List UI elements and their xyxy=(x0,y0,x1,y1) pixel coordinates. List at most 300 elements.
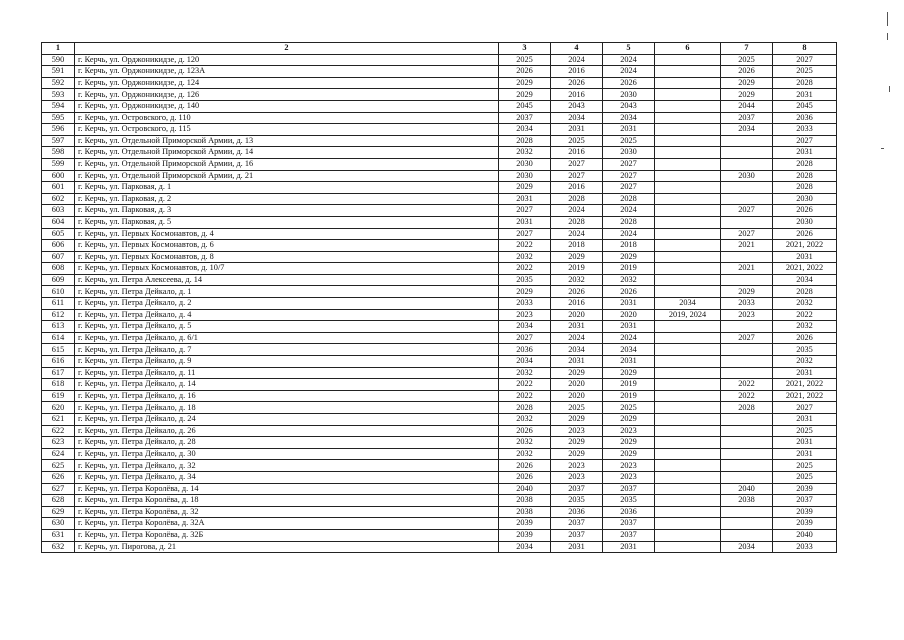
table-row xyxy=(42,298,837,310)
table-row xyxy=(42,228,837,240)
table-row xyxy=(42,402,837,414)
year-cell-col5: 2024 xyxy=(603,205,655,217)
year-cell-col5: 2037 xyxy=(603,483,655,495)
table-row xyxy=(42,506,837,518)
row-number: 599 xyxy=(42,158,75,170)
year-cell-col7 xyxy=(721,274,773,286)
year-cell-col4: 2029 xyxy=(551,448,603,460)
year-cell-col7: 2029 xyxy=(721,77,773,89)
address-cell: г. Керчь, ул. Первых Космонавтов, д. 6 xyxy=(75,240,499,252)
year-cell-col6 xyxy=(655,216,721,228)
year-cell-col8: 2021, 2022 xyxy=(773,390,837,402)
address-cell: г. Керчь, ул. Отдельной Приморской Армии, д. 14 xyxy=(75,147,499,159)
table-row xyxy=(42,205,837,217)
table-row xyxy=(42,448,837,460)
year-cell-col5: 2024 xyxy=(603,228,655,240)
year-cell-col6 xyxy=(655,147,721,159)
year-cell-col4: 2034 xyxy=(551,344,603,356)
year-cell-col8: 2033 xyxy=(773,124,837,136)
year-cell-col4: 2020 xyxy=(551,379,603,391)
year-cell-col7: 2034 xyxy=(721,541,773,553)
table-row xyxy=(42,66,837,78)
year-cell-col8: 2021, 2022 xyxy=(773,240,837,252)
year-cell-col8: 2032 xyxy=(773,356,837,368)
row-number: 628 xyxy=(42,495,75,507)
address-cell: г. Керчь, ул. Парковая, д. 2 xyxy=(75,193,499,205)
year-cell-col6 xyxy=(655,112,721,124)
row-number: 594 xyxy=(42,100,75,112)
year-cell-col4: 2020 xyxy=(551,390,603,402)
year-cell-col5: 2024 xyxy=(603,332,655,344)
year-cell-col7: 2040 xyxy=(721,483,773,495)
address-cell: г. Керчь, ул. Орджоникидзе, д. 126 xyxy=(75,89,499,101)
year-cell-col6 xyxy=(655,124,721,136)
year-cell-col3: 2032 xyxy=(499,367,551,379)
year-cell-col5: 2027 xyxy=(603,182,655,194)
year-cell-col8: 2027 xyxy=(773,135,837,147)
year-cell-col6 xyxy=(655,483,721,495)
row-number: 624 xyxy=(42,448,75,460)
year-cell-col4: 2025 xyxy=(551,135,603,147)
address-cell: г. Керчь, ул. Петра Королёва, д. 32 xyxy=(75,506,499,518)
year-cell-col5: 2034 xyxy=(603,344,655,356)
address-cell: г. Керчь, ул. Петра Дейкало, д. 34 xyxy=(75,471,499,483)
table-header-row xyxy=(42,43,837,55)
table-row xyxy=(42,437,837,449)
year-cell-col8: 2025 xyxy=(773,471,837,483)
year-cell-col8: 2028 xyxy=(773,182,837,194)
year-cell-col3: 2034 xyxy=(499,356,551,368)
year-cell-col6 xyxy=(655,460,721,472)
table-row xyxy=(42,529,837,541)
row-number: 626 xyxy=(42,471,75,483)
year-cell-col7: 2030 xyxy=(721,170,773,182)
margin-line-mark xyxy=(889,86,890,92)
year-cell-col3: 2022 xyxy=(499,379,551,391)
year-cell-col5: 2020 xyxy=(603,309,655,321)
year-cell-col5: 2037 xyxy=(603,518,655,530)
year-cell-col6 xyxy=(655,205,721,217)
row-number: 619 xyxy=(42,390,75,402)
column-header: 4 xyxy=(551,43,603,55)
row-number: 590 xyxy=(42,54,75,66)
year-cell-col6 xyxy=(655,193,721,205)
year-cell-col3: 2039 xyxy=(499,529,551,541)
address-cell: г. Керчь, ул. Первых Космонавтов, д. 8 xyxy=(75,251,499,263)
year-cell-col7 xyxy=(721,414,773,426)
year-cell-col8: 2031 xyxy=(773,251,837,263)
address-cell: г. Керчь, ул. Петра Дейкало, д. 6/1 xyxy=(75,332,499,344)
table-row xyxy=(42,332,837,344)
year-cell-col8: 2026 xyxy=(773,332,837,344)
year-cell-col5: 2025 xyxy=(603,135,655,147)
row-number: 627 xyxy=(42,483,75,495)
year-cell-col7: 2022 xyxy=(721,379,773,391)
table-row xyxy=(42,483,837,495)
year-cell-col3: 2022 xyxy=(499,240,551,252)
year-cell-col7 xyxy=(721,251,773,263)
year-cell-col4: 2016 xyxy=(551,147,603,159)
year-cell-col8: 2025 xyxy=(773,460,837,472)
year-cell-col5: 2043 xyxy=(603,100,655,112)
row-number: 598 xyxy=(42,147,75,159)
year-cell-col3: 2040 xyxy=(499,483,551,495)
year-cell-col7 xyxy=(721,518,773,530)
year-cell-col3: 2031 xyxy=(499,216,551,228)
year-cell-col4: 2036 xyxy=(551,506,603,518)
row-number: 615 xyxy=(42,344,75,356)
address-cell: г. Керчь, ул. Отдельной Приморской Армии, д. 21 xyxy=(75,170,499,182)
year-cell-col4: 2029 xyxy=(551,437,603,449)
year-cell-col6 xyxy=(655,286,721,298)
column-header: 7 xyxy=(721,43,773,55)
year-cell-col4: 2035 xyxy=(551,495,603,507)
address-cell: г. Керчь, ул. Петра Дейкало, д. 5 xyxy=(75,321,499,333)
year-cell-col3: 2029 xyxy=(499,77,551,89)
year-cell-col8: 2031 xyxy=(773,414,837,426)
column-header: 6 xyxy=(655,43,721,55)
year-cell-col3: 2029 xyxy=(499,182,551,194)
year-cell-col8: 2027 xyxy=(773,54,837,66)
table-row xyxy=(42,309,837,321)
year-cell-col3: 2033 xyxy=(499,298,551,310)
year-cell-col6 xyxy=(655,367,721,379)
year-cell-col7: 2021 xyxy=(721,240,773,252)
year-cell-col4: 2037 xyxy=(551,518,603,530)
year-cell-col3: 2032 xyxy=(499,437,551,449)
year-cell-col4: 2037 xyxy=(551,529,603,541)
address-cell: г. Керчь, ул. Парковая, д. 3 xyxy=(75,205,499,217)
year-cell-col3: 2028 xyxy=(499,402,551,414)
year-cell-col3: 2026 xyxy=(499,66,551,78)
year-cell-col3: 2027 xyxy=(499,332,551,344)
year-cell-col6 xyxy=(655,425,721,437)
year-cell-col8: 2039 xyxy=(773,483,837,495)
row-number: 608 xyxy=(42,263,75,275)
year-cell-col7: 2027 xyxy=(721,332,773,344)
year-cell-col6: 2034 xyxy=(655,298,721,310)
table-row xyxy=(42,77,837,89)
year-cell-col5: 2031 xyxy=(603,321,655,333)
address-cell: г. Керчь, ул. Петра Дейкало, д. 14 xyxy=(75,379,499,391)
year-cell-col7 xyxy=(721,471,773,483)
year-cell-col5: 2031 xyxy=(603,356,655,368)
year-cell-col7: 2028 xyxy=(721,402,773,414)
year-cell-col6 xyxy=(655,390,721,402)
address-cell: г. Керчь, ул. Петра Дейкало, д. 28 xyxy=(75,437,499,449)
table-row xyxy=(42,356,837,368)
address-cell: г. Керчь, ул. Первых Космонавтов, д. 10/7 xyxy=(75,263,499,275)
year-cell-col6: 2019, 2024 xyxy=(655,309,721,321)
year-cell-col6 xyxy=(655,274,721,286)
year-cell-col8: 2030 xyxy=(773,216,837,228)
year-cell-col3: 2030 xyxy=(499,158,551,170)
address-cell: г. Керчь, ул. Петра Дейкало, д. 18 xyxy=(75,402,499,414)
margin-line-mark xyxy=(887,33,888,40)
year-cell-col7: 2029 xyxy=(721,286,773,298)
year-cell-col7: 2037 xyxy=(721,112,773,124)
row-number: 623 xyxy=(42,437,75,449)
year-cell-col5: 2027 xyxy=(603,158,655,170)
year-cell-col4: 2031 xyxy=(551,541,603,553)
year-cell-col6 xyxy=(655,54,721,66)
address-cell: г. Керчь, ул. Петра Дейкало, д. 7 xyxy=(75,344,499,356)
year-cell-col7 xyxy=(721,321,773,333)
address-cell: г. Керчь, ул. Отдельной Приморской Армии, д. 13 xyxy=(75,135,499,147)
column-header: 8 xyxy=(773,43,837,55)
year-cell-col6 xyxy=(655,228,721,240)
year-cell-col5: 2031 xyxy=(603,298,655,310)
year-cell-col4: 2023 xyxy=(551,471,603,483)
year-cell-col8: 2028 xyxy=(773,286,837,298)
year-cell-col6 xyxy=(655,135,721,147)
column-header: 2 xyxy=(75,43,499,55)
year-cell-col3: 2029 xyxy=(499,286,551,298)
year-cell-col3: 2032 xyxy=(499,414,551,426)
address-cell: г. Керчь, ул. Петра Алексеева, д. 14 xyxy=(75,274,499,286)
year-cell-col5: 2019 xyxy=(603,390,655,402)
row-number: 625 xyxy=(42,460,75,472)
year-cell-col8: 2033 xyxy=(773,541,837,553)
year-cell-col5: 2023 xyxy=(603,425,655,437)
year-cell-col4: 2043 xyxy=(551,100,603,112)
year-cell-col6 xyxy=(655,158,721,170)
address-cell: г. Керчь, ул. Парковая, д. 1 xyxy=(75,182,499,194)
year-cell-col3: 2026 xyxy=(499,425,551,437)
year-cell-col5: 2029 xyxy=(603,367,655,379)
year-cell-col4: 2016 xyxy=(551,89,603,101)
table-row xyxy=(42,135,837,147)
year-cell-col8: 2039 xyxy=(773,518,837,530)
column-header: 5 xyxy=(603,43,655,55)
year-cell-col7: 2025 xyxy=(721,54,773,66)
row-number: 591 xyxy=(42,66,75,78)
row-number: 597 xyxy=(42,135,75,147)
margin-line-mark xyxy=(881,148,884,149)
year-cell-col8: 2031 xyxy=(773,89,837,101)
year-cell-col4: 2019 xyxy=(551,263,603,275)
address-cell: г. Керчь, ул. Петра Дейкало, д. 30 xyxy=(75,448,499,460)
address-cell: г. Керчь, ул. Отдельной Приморской Армии, д. 16 xyxy=(75,158,499,170)
year-cell-col3: 2022 xyxy=(499,390,551,402)
year-cell-col3: 2022 xyxy=(499,263,551,275)
year-cell-col7: 2023 xyxy=(721,309,773,321)
table-row xyxy=(42,390,837,402)
year-cell-col6 xyxy=(655,89,721,101)
year-cell-col7 xyxy=(721,182,773,194)
address-cell: г. Керчь, ул. Петра Королёва, д. 18 xyxy=(75,495,499,507)
year-cell-col3: 2025 xyxy=(499,54,551,66)
year-cell-col6 xyxy=(655,379,721,391)
table-row xyxy=(42,460,837,472)
year-cell-col3: 2027 xyxy=(499,228,551,240)
year-cell-col3: 2026 xyxy=(499,460,551,472)
table-row xyxy=(42,193,837,205)
year-cell-col4: 2027 xyxy=(551,158,603,170)
year-cell-col8: 2026 xyxy=(773,228,837,240)
year-cell-col7 xyxy=(721,344,773,356)
year-cell-col3: 2028 xyxy=(499,135,551,147)
table-row xyxy=(42,216,837,228)
year-cell-col4: 2037 xyxy=(551,483,603,495)
address-cell: г. Керчь, ул. Островского, д. 110 xyxy=(75,112,499,124)
year-cell-col4: 2024 xyxy=(551,228,603,240)
year-cell-col3: 2045 xyxy=(499,100,551,112)
year-cell-col4: 2016 xyxy=(551,182,603,194)
year-cell-col7 xyxy=(721,529,773,541)
address-cell: г. Керчь, ул. Петра Дейкало, д. 9 xyxy=(75,356,499,368)
year-cell-col4: 2029 xyxy=(551,251,603,263)
year-cell-col5: 2032 xyxy=(603,274,655,286)
year-cell-col7 xyxy=(721,147,773,159)
year-cell-col3: 2034 xyxy=(499,124,551,136)
year-cell-col7 xyxy=(721,448,773,460)
year-cell-col6 xyxy=(655,170,721,182)
table-row xyxy=(42,541,837,553)
year-cell-col7 xyxy=(721,216,773,228)
year-cell-col3: 2027 xyxy=(499,205,551,217)
year-cell-col5: 2036 xyxy=(603,506,655,518)
year-cell-col7: 2021 xyxy=(721,263,773,275)
year-cell-col8: 2030 xyxy=(773,193,837,205)
year-cell-col3: 2032 xyxy=(499,448,551,460)
year-cell-col5: 2029 xyxy=(603,251,655,263)
row-number: 630 xyxy=(42,518,75,530)
row-number: 601 xyxy=(42,182,75,194)
year-cell-col4: 2026 xyxy=(551,77,603,89)
row-number: 612 xyxy=(42,309,75,321)
column-header: 3 xyxy=(499,43,551,55)
year-cell-col6 xyxy=(655,356,721,368)
year-cell-col4: 2023 xyxy=(551,425,603,437)
year-cell-col4: 2031 xyxy=(551,124,603,136)
margin-line-mark xyxy=(887,12,888,26)
year-cell-col8: 2031 xyxy=(773,437,837,449)
year-cell-col3: 2037 xyxy=(499,112,551,124)
year-cell-col4: 2029 xyxy=(551,414,603,426)
housing-schedule-table xyxy=(41,42,837,553)
year-cell-col6 xyxy=(655,332,721,344)
year-cell-col4: 2031 xyxy=(551,356,603,368)
address-cell: г. Керчь, ул. Пирогова, д. 21 xyxy=(75,541,499,553)
year-cell-col6 xyxy=(655,437,721,449)
year-cell-col5: 2019 xyxy=(603,379,655,391)
year-cell-col5: 2031 xyxy=(603,541,655,553)
table-row xyxy=(42,471,837,483)
year-cell-col8: 2032 xyxy=(773,321,837,333)
year-cell-col5: 2024 xyxy=(603,66,655,78)
year-cell-col3: 2035 xyxy=(499,274,551,286)
year-cell-col4: 2032 xyxy=(551,274,603,286)
table-row xyxy=(42,495,837,507)
year-cell-col8: 2031 xyxy=(773,448,837,460)
year-cell-col7 xyxy=(721,506,773,518)
year-cell-col4: 2024 xyxy=(551,54,603,66)
year-cell-col5: 2029 xyxy=(603,414,655,426)
table-row xyxy=(42,367,837,379)
year-cell-col3: 2032 xyxy=(499,251,551,263)
year-cell-col6 xyxy=(655,541,721,553)
year-cell-col5: 2030 xyxy=(603,89,655,101)
year-cell-col7 xyxy=(721,158,773,170)
year-cell-col8: 2035 xyxy=(773,344,837,356)
row-number: 609 xyxy=(42,274,75,286)
year-cell-col4: 2016 xyxy=(551,66,603,78)
year-cell-col6 xyxy=(655,506,721,518)
table-row xyxy=(42,182,837,194)
row-number: 614 xyxy=(42,332,75,344)
year-cell-col7 xyxy=(721,367,773,379)
year-cell-col8: 2026 xyxy=(773,205,837,217)
row-number: 602 xyxy=(42,193,75,205)
row-number: 596 xyxy=(42,124,75,136)
address-cell: г. Керчь, ул. Петра Дейкало, д. 24 xyxy=(75,414,499,426)
year-cell-col5: 2035 xyxy=(603,495,655,507)
year-cell-col7: 2027 xyxy=(721,228,773,240)
year-cell-col5: 2025 xyxy=(603,402,655,414)
year-cell-col6 xyxy=(655,402,721,414)
year-cell-col3: 2026 xyxy=(499,471,551,483)
year-cell-col4: 2027 xyxy=(551,170,603,182)
table-row xyxy=(42,112,837,124)
year-cell-col6 xyxy=(655,321,721,333)
year-cell-col7 xyxy=(721,135,773,147)
year-cell-col7: 2029 xyxy=(721,89,773,101)
table-row xyxy=(42,379,837,391)
table-row xyxy=(42,54,837,66)
address-cell: г. Керчь, ул. Орджоникидзе, д. 124 xyxy=(75,77,499,89)
table-row xyxy=(42,321,837,333)
row-number: 621 xyxy=(42,414,75,426)
column-header: 1 xyxy=(42,43,75,55)
year-cell-col3: 2032 xyxy=(499,147,551,159)
table-row xyxy=(42,158,837,170)
year-cell-col4: 2023 xyxy=(551,460,603,472)
year-cell-col7 xyxy=(721,437,773,449)
year-cell-col7: 2044 xyxy=(721,100,773,112)
address-cell: г. Керчь, ул. Петра Королёва, д. 32А xyxy=(75,518,499,530)
year-cell-col4: 2016 xyxy=(551,298,603,310)
year-cell-col6 xyxy=(655,471,721,483)
year-cell-col5: 2026 xyxy=(603,286,655,298)
address-cell: г. Керчь, ул. Петра Дейкало, д. 1 xyxy=(75,286,499,298)
table-row xyxy=(42,100,837,112)
row-number: 605 xyxy=(42,228,75,240)
year-cell-col6 xyxy=(655,518,721,530)
address-cell: г. Керчь, ул. Петра Королёва, д. 14 xyxy=(75,483,499,495)
address-cell: г. Керчь, ул. Петра Королёва, д. 32Б xyxy=(75,529,499,541)
year-cell-col4: 2029 xyxy=(551,367,603,379)
table-row xyxy=(42,414,837,426)
year-cell-col7: 2034 xyxy=(721,124,773,136)
row-number: 611 xyxy=(42,298,75,310)
year-cell-col3: 2023 xyxy=(499,309,551,321)
year-cell-col8: 2045 xyxy=(773,100,837,112)
year-cell-col5: 2024 xyxy=(603,54,655,66)
year-cell-col7 xyxy=(721,193,773,205)
year-cell-col8: 2036 xyxy=(773,112,837,124)
year-cell-col4: 2028 xyxy=(551,216,603,228)
year-cell-col3: 2039 xyxy=(499,518,551,530)
table-row xyxy=(42,263,837,275)
row-number: 631 xyxy=(42,529,75,541)
year-cell-col8: 2027 xyxy=(773,402,837,414)
address-cell: г. Керчь, ул. Петра Дейкало, д. 26 xyxy=(75,425,499,437)
address-cell: г. Керчь, ул. Парковая, д. 5 xyxy=(75,216,499,228)
year-cell-col6 xyxy=(655,66,721,78)
year-cell-col6 xyxy=(655,263,721,275)
year-cell-col7: 2022 xyxy=(721,390,773,402)
